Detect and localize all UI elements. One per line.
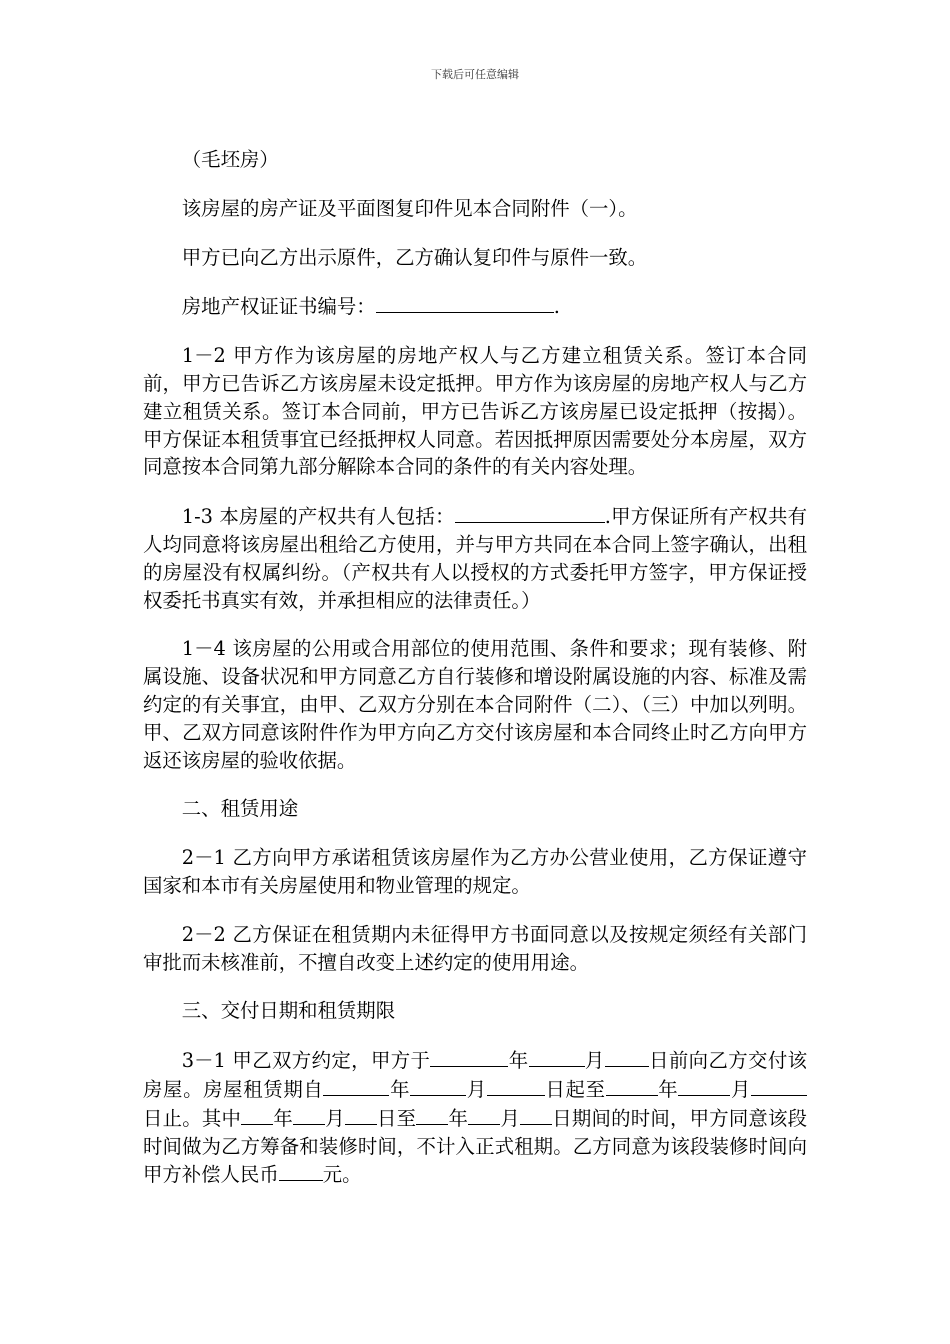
day-blank	[751, 1075, 807, 1096]
paragraph-clause-1-4: 1－4 该房屋的公用或合用部位的使用范围、条件和要求；现有装修、附属设施、设备状况和甲方同意乙方自行装修和增设附属设施的内容、标准及需约定的有关事宜，由甲、乙双方分别在本合同附件（二）、（三）中加以列明。甲、乙双方同意该附件作为甲方向乙方交付该房屋和本合同终止时乙方向甲方返还该房屋的验收依据。	[143, 637, 807, 772]
clause-3-1-text: 月	[500, 1106, 521, 1130]
paragraph-original-shown: 甲方已向乙方出示原件，乙方确认复印件与原件一致。	[181, 245, 648, 269]
month-blank	[410, 1075, 466, 1096]
day-blank	[345, 1104, 377, 1125]
clause-3-1-text: 日止。其中	[143, 1106, 242, 1130]
clause-3-1-text: 年	[508, 1049, 529, 1073]
clause-3-1-text: 日期间的时间，甲方同意该段时间做为乙方筹备和装修时间，不计入正式租期。乙方同意为该段装修时间向甲方补偿人民币	[143, 1106, 808, 1187]
year-blank	[323, 1075, 389, 1096]
clause-3-1-text: 月	[466, 1077, 487, 1101]
clause-3-1-text: 月	[584, 1049, 605, 1073]
clause-1-3-tail: .甲方保证所有产权共有人均同意将该房屋出租给乙方使用，并与甲方共同在本合同上签字确认，出租的房屋没有权属纠纷。（产权共有人以授权的方式委托甲方签字，甲方保证授权委托书真实有效，并承担相应的法律责任。）	[143, 505, 807, 612]
month-blank	[698, 1075, 730, 1096]
heading-delivery-term: 三、交付日期和租赁期限	[181, 999, 396, 1023]
paragraph-clause-1-3	[143, 502, 807, 614]
clause-3-1-text: 年	[448, 1106, 469, 1130]
month-blank	[293, 1104, 325, 1125]
paragraph-house-type: （毛坯房）	[181, 148, 279, 171]
paragraph-certificate-copy: 该房屋的房产证及平面图复印件见本合同附件（一）。	[181, 196, 638, 220]
certificate-number-tail: .	[553, 295, 560, 319]
paragraph-clause-1-2: 1－2 甲方作为该房屋的房地产权人与乙方建立租赁关系。签订本合同前，甲方已告诉乙方该房屋未设定抵押。甲方作为该房屋的房地产权人与乙方建立租赁关系。签订本合同前，甲方已告诉乙方该房屋已设定抵押（按揭）。甲方保证本租赁事宜已经抵押权人同意。若因抵押原因需要处分本房屋，双方同意按本合同第九部分解除本合同的条件的有关内容处理。	[143, 344, 807, 479]
paragraph-clause-2-1: 2－1 乙方向甲方承诺租赁该房屋作为乙方办公营业使用，乙方保证遵守国家和本市有关房屋使用和物业管理的规定。	[143, 846, 807, 897]
clause-3-1-text: 年	[273, 1106, 293, 1130]
month-blank	[678, 1075, 698, 1096]
month-blank	[529, 1046, 585, 1067]
year-blank	[241, 1104, 273, 1125]
year-blank	[430, 1046, 508, 1067]
clause-3-1-text: 元。	[322, 1163, 362, 1187]
heading-lease-purpose: 二、租赁用途	[181, 797, 299, 821]
day-blank	[520, 1104, 552, 1125]
clause-3-1-text: 月	[324, 1106, 345, 1130]
clause-3-1-text: 年	[657, 1077, 679, 1101]
page-header-note: 下载后可任意编辑	[431, 68, 519, 81]
certificate-number-label: 房地产权证证书编号：	[181, 295, 376, 319]
certificate-number-blank	[376, 292, 554, 313]
co-owner-blank	[455, 502, 605, 523]
clause-3-1-text: 年	[389, 1077, 411, 1101]
document-body	[143, 146, 807, 1210]
clause-3-1-text: 日前向乙方交付该房屋。房屋租赁期自	[143, 1049, 807, 1101]
day-blank	[487, 1075, 545, 1096]
paragraph-clause-3-1	[143, 1046, 807, 1189]
year-blank	[416, 1104, 448, 1125]
clause-3-1-text: 3－1 甲乙双方约定，甲方于	[181, 1049, 431, 1073]
clause-3-1-text: 日起至	[544, 1077, 606, 1101]
day-blank	[605, 1046, 649, 1067]
clause-3-1-text: 月	[730, 1077, 752, 1101]
clause-1-3-head: 1-3 本房屋的产权共有人包括：	[181, 505, 455, 529]
clause-3-1-text: 日至	[376, 1106, 417, 1130]
paragraph-certificate-number	[143, 292, 807, 321]
paragraph-clause-2-2: 2－2 乙方保证在租赁期内未征得甲方书面同意以及按规定须经有关部门审批而未核准前，不擅自改变上述约定的使用用途。	[143, 922, 807, 974]
year-blank	[606, 1075, 658, 1096]
month-blank	[468, 1104, 500, 1125]
amount-blank	[279, 1160, 323, 1181]
